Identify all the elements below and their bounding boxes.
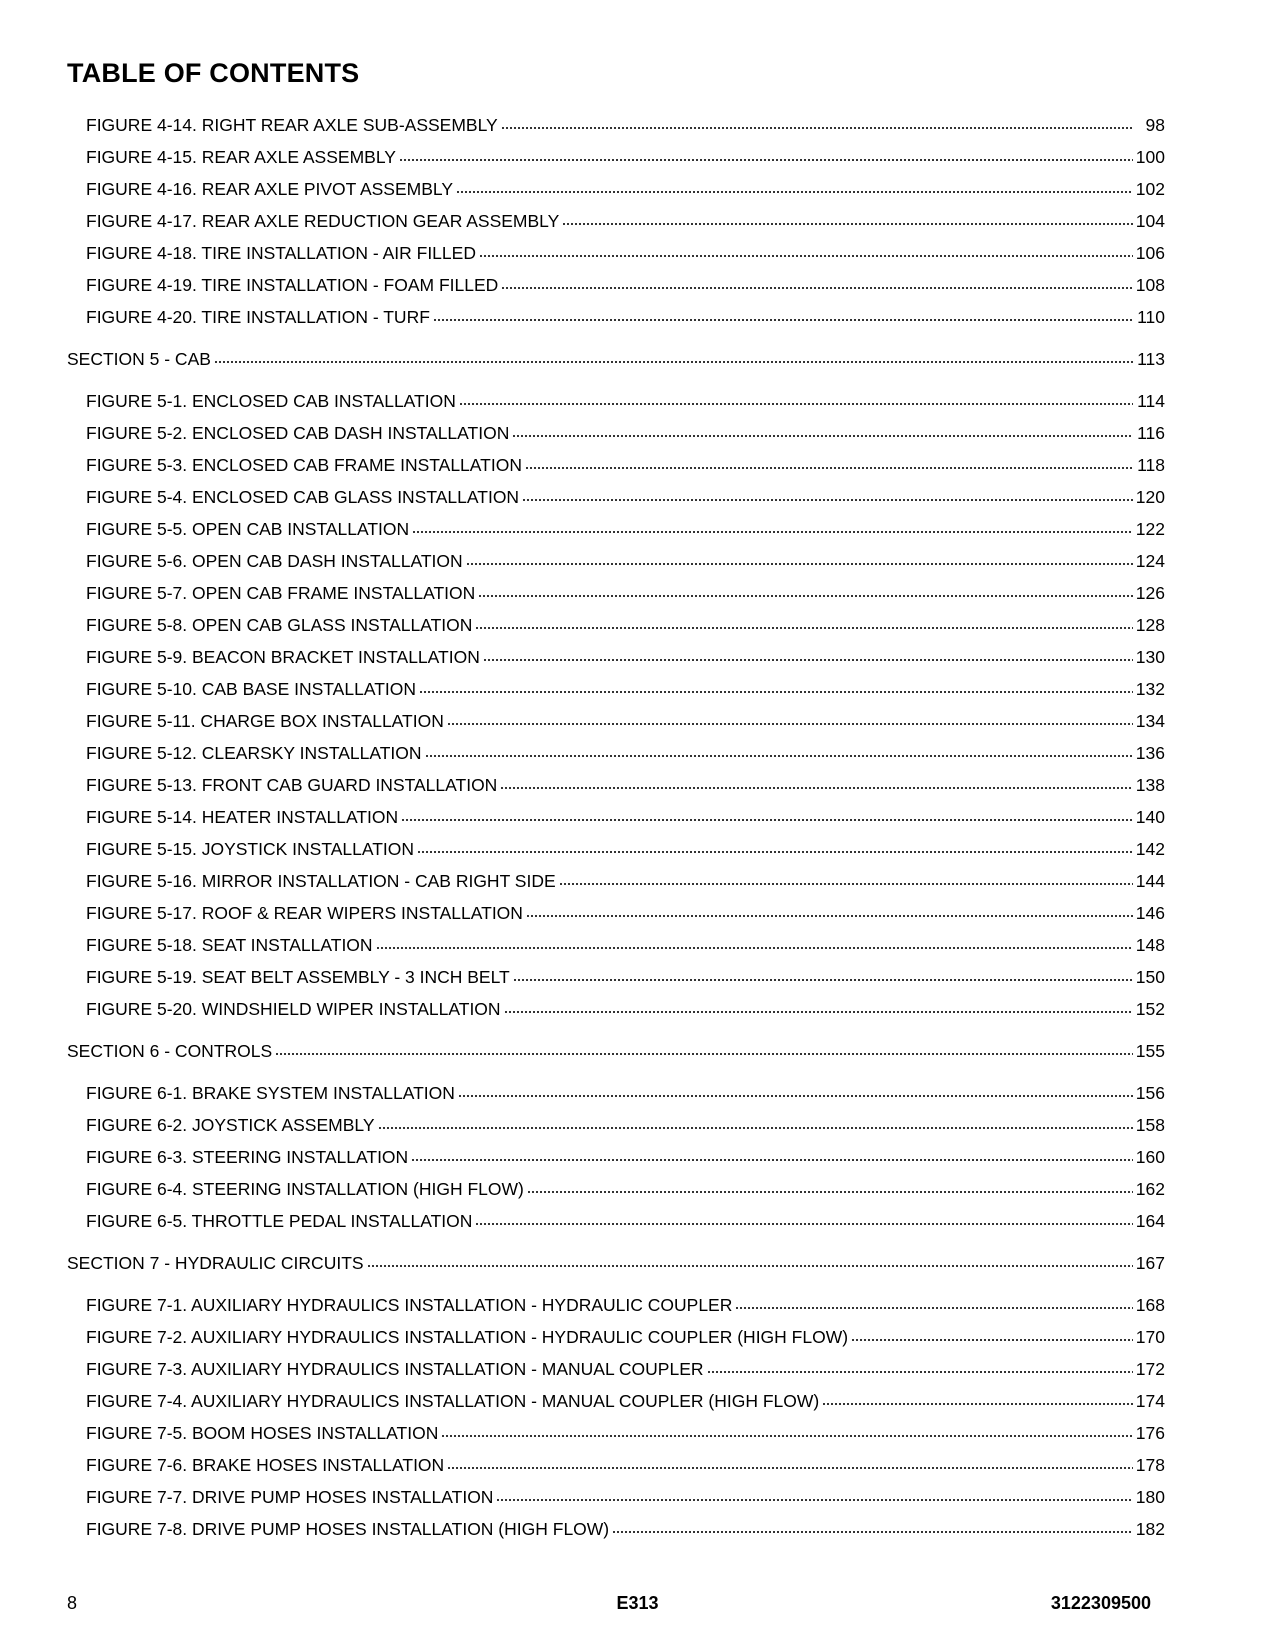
toc-entry-page: 162 bbox=[1135, 1179, 1165, 1199]
toc-figure-entry[interactable] bbox=[67, 173, 1165, 205]
dot-leader bbox=[475, 626, 1133, 630]
toc-entry-label: FIGURE 7-6. BRAKE HOSES INSTALLATION bbox=[86, 1455, 445, 1475]
dot-leader bbox=[425, 754, 1133, 758]
toc-entry-page: 146 bbox=[1135, 903, 1165, 923]
toc-entry-page: 134 bbox=[1135, 711, 1165, 731]
toc-entry-label: FIGURE 5-4. ENCLOSED CAB GLASS INSTALLATION bbox=[86, 487, 520, 507]
toc-entry-label: FIGURE 5-10. CAB BASE INSTALLATION bbox=[86, 679, 416, 699]
toc-entry-label: FIGURE 5-2. ENCLOSED CAB DASH INSTALLATION bbox=[86, 423, 510, 443]
page-footer bbox=[0, 1593, 1275, 1617]
dot-leader bbox=[707, 1370, 1133, 1374]
toc-entry-label: FIGURE 7-4. AUXILIARY HYDRAULICS INSTALLATION - MANUAL COUPLER (HIGH FLOW) bbox=[86, 1391, 820, 1411]
toc-entry-label: FIGURE 5-7. OPEN CAB FRAME INSTALLATION bbox=[86, 583, 476, 603]
toc-figure-entry[interactable] bbox=[67, 301, 1165, 333]
toc-entry-page: 106 bbox=[1135, 243, 1165, 263]
toc-entry-page: 116 bbox=[1137, 423, 1165, 443]
toc-figure-entry[interactable] bbox=[67, 1289, 1165, 1321]
footer-page-number: 8 bbox=[67, 1593, 78, 1613]
toc-figure-entry[interactable] bbox=[67, 1513, 1165, 1545]
toc-entry-label: FIGURE 5-3. ENCLOSED CAB FRAME INSTALLATION bbox=[86, 455, 522, 475]
toc-entry-label: SECTION 6 - CONTROLS bbox=[67, 1041, 273, 1061]
dot-leader bbox=[559, 882, 1133, 886]
dot-leader bbox=[456, 190, 1133, 194]
toc-entry-label: FIGURE 7-3. AUXILIARY HYDRAULICS INSTALLATION - MANUAL COUPLER bbox=[86, 1359, 704, 1379]
toc-entry-label: FIGURE 4-17. REAR AXLE REDUCTION GEAR ASSEMBLY bbox=[86, 211, 560, 231]
dot-leader bbox=[478, 594, 1133, 598]
toc-entry-label: FIGURE 4-16. REAR AXLE PIVOT ASSEMBLY bbox=[86, 179, 453, 199]
toc-figure-entry[interactable] bbox=[67, 577, 1165, 609]
dot-leader bbox=[525, 466, 1133, 470]
toc-entry-label: FIGURE 7-7. DRIVE PUMP HOSES INSTALLATION bbox=[86, 1487, 494, 1507]
toc-figure-entry[interactable] bbox=[67, 705, 1165, 737]
toc-figure-entry[interactable] bbox=[67, 929, 1165, 961]
toc-figure-entry[interactable] bbox=[67, 737, 1165, 769]
toc-entry-label: FIGURE 5-9. BEACON BRACKET INSTALLATION bbox=[86, 647, 480, 667]
toc-entry-page: 176 bbox=[1135, 1423, 1165, 1443]
toc-figure-entry[interactable] bbox=[67, 417, 1165, 449]
toc-entry-page: 128 bbox=[1135, 615, 1165, 635]
dot-leader bbox=[522, 498, 1133, 502]
toc-entry-label: FIGURE 5-17. ROOF & REAR WIPERS INSTALLATION bbox=[86, 903, 523, 923]
toc-entry-page: 150 bbox=[1135, 967, 1165, 987]
toc-figure-entry[interactable] bbox=[67, 1077, 1165, 1109]
dot-leader bbox=[526, 914, 1133, 918]
toc-entry-label: FIGURE 5-18. SEAT INSTALLATION bbox=[86, 935, 373, 955]
toc-entry-page: 113 bbox=[1137, 349, 1165, 369]
toc-figure-entry[interactable] bbox=[67, 1353, 1165, 1385]
toc-figure-entry[interactable] bbox=[67, 481, 1165, 513]
toc-entry-label: FIGURE 4-19. TIRE INSTALLATION - FOAM FILLED bbox=[86, 275, 499, 295]
toc-entry-page: 114 bbox=[1137, 391, 1165, 411]
dot-leader bbox=[411, 1158, 1133, 1162]
toc-entry-page: 148 bbox=[1135, 935, 1165, 955]
footer-document-number: 3122309500 bbox=[1050, 1593, 1151, 1613]
toc-figure-entry[interactable] bbox=[67, 141, 1165, 173]
dot-leader bbox=[513, 978, 1133, 982]
toc-entry-label: FIGURE 7-8. DRIVE PUMP HOSES INSTALLATION (HIGH FLOW) bbox=[86, 1519, 610, 1539]
dot-leader bbox=[735, 1306, 1133, 1310]
dot-leader bbox=[496, 1498, 1133, 1502]
toc-entry-label: FIGURE 7-5. BOOM HOSES INSTALLATION bbox=[86, 1423, 439, 1443]
dot-leader bbox=[512, 434, 1133, 438]
toc-entry-label: FIGURE 5-11. CHARGE BOX INSTALLATION bbox=[86, 711, 444, 731]
toc-entry-page: 126 bbox=[1135, 583, 1165, 603]
dot-leader bbox=[458, 1094, 1133, 1098]
toc-entry-label: FIGURE 4-20. TIRE INSTALLATION - TURF bbox=[86, 307, 430, 327]
toc-figure-entry[interactable] bbox=[67, 1417, 1165, 1449]
toc-entry-page: 104 bbox=[1135, 211, 1165, 231]
dot-leader bbox=[399, 158, 1133, 162]
toc-entry-label: FIGURE 5-5. OPEN CAB INSTALLATION bbox=[86, 519, 410, 539]
dot-leader bbox=[500, 786, 1133, 790]
toc-entry-page: 182 bbox=[1135, 1519, 1165, 1539]
toc-figure-entry[interactable] bbox=[67, 1173, 1165, 1205]
toc-figure-entry[interactable] bbox=[67, 769, 1165, 801]
dot-leader bbox=[433, 318, 1133, 322]
dot-leader bbox=[479, 254, 1133, 258]
toc-figure-entry[interactable] bbox=[67, 1385, 1165, 1417]
toc-figure-entry[interactable] bbox=[67, 897, 1165, 929]
toc-entry-page: 155 bbox=[1135, 1041, 1165, 1061]
dot-leader bbox=[459, 402, 1133, 406]
dot-leader bbox=[612, 1530, 1133, 1534]
toc-figure-entry[interactable] bbox=[67, 961, 1165, 993]
toc-figure-entry[interactable] bbox=[67, 109, 1165, 141]
toc-entry-label: FIGURE 6-5. THROTTLE PEDAL INSTALLATION bbox=[86, 1211, 473, 1231]
toc-entry-label: SECTION 5 - CAB bbox=[67, 349, 211, 369]
toc-entry-label: FIGURE 6-1. BRAKE SYSTEM INSTALLATION bbox=[86, 1083, 455, 1103]
dot-leader bbox=[483, 658, 1133, 662]
toc-entry-page: 138 bbox=[1135, 775, 1165, 795]
dot-leader bbox=[475, 1222, 1133, 1226]
toc-entry-label: FIGURE 4-14. RIGHT REAR AXLE SUB-ASSEMBLY bbox=[86, 115, 498, 135]
toc-figure-entry[interactable] bbox=[67, 385, 1165, 417]
toc-section-entry[interactable] bbox=[67, 1247, 1165, 1279]
toc-entry-label: FIGURE 5-15. JOYSTICK INSTALLATION bbox=[86, 839, 415, 859]
toc-entry-label: FIGURE 6-3. STEERING INSTALLATION bbox=[86, 1147, 409, 1167]
toc-entry-label: FIGURE 5-1. ENCLOSED CAB INSTALLATION bbox=[86, 391, 456, 411]
toc-entry-page: 98 bbox=[1145, 115, 1165, 135]
toc-entry-page: 152 bbox=[1135, 999, 1165, 1019]
toc-entry-page: 140 bbox=[1135, 807, 1165, 827]
toc-entry-label: FIGURE 6-2. JOYSTICK ASSEMBLY bbox=[86, 1115, 375, 1135]
toc-entry-page: 108 bbox=[1135, 275, 1165, 295]
toc-figure-entry[interactable] bbox=[67, 865, 1165, 897]
dot-leader bbox=[562, 222, 1133, 226]
dot-leader bbox=[378, 1126, 1133, 1130]
toc-entry-label: FIGURE 6-4. STEERING INSTALLATION (HIGH FLOW) bbox=[86, 1179, 524, 1199]
toc-list bbox=[67, 109, 1165, 1545]
toc-entry-label: FIGURE 4-15. REAR AXLE ASSEMBLY bbox=[86, 147, 396, 167]
toc-figure-entry[interactable] bbox=[67, 1109, 1165, 1141]
toc-entry-label: SECTION 7 - HYDRAULIC CIRCUITS bbox=[67, 1253, 364, 1273]
toc-entry-label: FIGURE 4-18. TIRE INSTALLATION - AIR FILLED bbox=[86, 243, 476, 263]
toc-figure-entry[interactable] bbox=[67, 449, 1165, 481]
toc-entry-label: FIGURE 5-20. WINDSHIELD WIPER INSTALLATION bbox=[86, 999, 501, 1019]
toc-figure-entry[interactable] bbox=[67, 641, 1165, 673]
toc-figure-entry[interactable] bbox=[67, 833, 1165, 865]
toc-entry-page: 158 bbox=[1135, 1115, 1165, 1135]
toc-section-entry[interactable] bbox=[67, 1035, 1165, 1067]
toc-entry-label: FIGURE 5-8. OPEN CAB GLASS INSTALLATION bbox=[86, 615, 473, 635]
toc-figure-entry[interactable] bbox=[67, 237, 1165, 269]
toc-figure-entry[interactable] bbox=[67, 205, 1165, 237]
toc-figure-entry[interactable] bbox=[67, 545, 1165, 577]
toc-figure-entry[interactable] bbox=[67, 513, 1165, 545]
toc-figure-entry[interactable] bbox=[67, 1481, 1165, 1513]
dot-leader bbox=[466, 562, 1133, 566]
dot-leader bbox=[376, 946, 1133, 950]
toc-entry-page: 170 bbox=[1135, 1327, 1165, 1347]
toc-entry-page: 118 bbox=[1137, 455, 1165, 475]
toc-entry-page: 132 bbox=[1135, 679, 1165, 699]
toc-entry-page: 164 bbox=[1135, 1211, 1165, 1231]
dot-leader bbox=[501, 126, 1133, 130]
toc-entry-label: FIGURE 5-16. MIRROR INSTALLATION - CAB RIGHT SIDE bbox=[86, 871, 556, 891]
toc-entry-page: 136 bbox=[1135, 743, 1165, 763]
toc-entry-page: 130 bbox=[1135, 647, 1165, 667]
toc-entry-label: FIGURE 5-6. OPEN CAB DASH INSTALLATION bbox=[86, 551, 463, 571]
toc-entry-label: FIGURE 5-14. HEATER INSTALLATION bbox=[86, 807, 399, 827]
page-title: TABLE OF CONTENTS bbox=[67, 58, 360, 88]
dot-leader bbox=[447, 1466, 1133, 1470]
toc-entry-label: FIGURE 5-12. CLEARSKY INSTALLATION bbox=[86, 743, 422, 763]
dot-leader bbox=[275, 1052, 1133, 1056]
toc-entry-page: 110 bbox=[1137, 307, 1165, 327]
dot-leader bbox=[441, 1434, 1133, 1438]
dot-leader bbox=[447, 722, 1133, 726]
footer-model: E313 bbox=[616, 1593, 659, 1613]
toc-entry-page: 124 bbox=[1135, 551, 1165, 571]
toc-figure-entry[interactable] bbox=[67, 993, 1165, 1025]
toc-entry-page: 172 bbox=[1135, 1359, 1165, 1379]
dot-leader bbox=[527, 1190, 1133, 1194]
toc-entry-page: 174 bbox=[1135, 1391, 1165, 1411]
toc-entry-label: FIGURE 5-13. FRONT CAB GUARD INSTALLATION bbox=[86, 775, 498, 795]
toc-entry-label: FIGURE 7-2. AUXILIARY HYDRAULICS INSTALLATION - HYDRAULIC COUPLER (HIGH FLOW) bbox=[86, 1327, 849, 1347]
toc-figure-entry[interactable] bbox=[67, 1321, 1165, 1353]
toc-entry-page: 144 bbox=[1135, 871, 1165, 891]
toc-entry-page: 178 bbox=[1135, 1455, 1165, 1475]
dot-leader bbox=[401, 818, 1133, 822]
toc-figure-entry[interactable] bbox=[67, 1205, 1165, 1237]
dot-leader bbox=[417, 850, 1133, 854]
toc-entry-page: 160 bbox=[1135, 1147, 1165, 1167]
dot-leader bbox=[214, 360, 1133, 364]
dot-leader bbox=[851, 1338, 1133, 1342]
toc-entry-page: 100 bbox=[1135, 147, 1165, 167]
toc-entry-page: 167 bbox=[1135, 1253, 1165, 1273]
toc-figure-entry[interactable] bbox=[67, 609, 1165, 641]
dot-leader bbox=[412, 530, 1133, 534]
toc-figure-entry[interactable] bbox=[67, 1449, 1165, 1481]
toc-figure-entry[interactable] bbox=[67, 673, 1165, 705]
toc-figure-entry[interactable] bbox=[67, 1141, 1165, 1173]
toc-entry-page: 156 bbox=[1135, 1083, 1165, 1103]
dot-leader bbox=[419, 690, 1133, 694]
toc-entry-label: FIGURE 5-19. SEAT BELT ASSEMBLY - 3 INCH BELT bbox=[86, 967, 510, 987]
dot-leader bbox=[367, 1264, 1133, 1268]
toc-entry-page: 168 bbox=[1135, 1295, 1165, 1315]
toc-entry-page: 102 bbox=[1135, 179, 1165, 199]
toc-entry-page: 142 bbox=[1135, 839, 1165, 859]
toc-entry-page: 122 bbox=[1135, 519, 1165, 539]
toc-entry-label: FIGURE 7-1. AUXILIARY HYDRAULICS INSTALLATION - HYDRAULIC COUPLER bbox=[86, 1295, 733, 1315]
toc-section-entry[interactable] bbox=[67, 343, 1165, 375]
toc-entry-page: 120 bbox=[1135, 487, 1165, 507]
dot-leader bbox=[501, 286, 1133, 290]
dot-leader bbox=[822, 1402, 1133, 1406]
toc-entry-page: 180 bbox=[1135, 1487, 1165, 1507]
dot-leader bbox=[504, 1010, 1133, 1014]
toc-figure-entry[interactable] bbox=[67, 801, 1165, 833]
toc-figure-entry[interactable] bbox=[67, 269, 1165, 301]
